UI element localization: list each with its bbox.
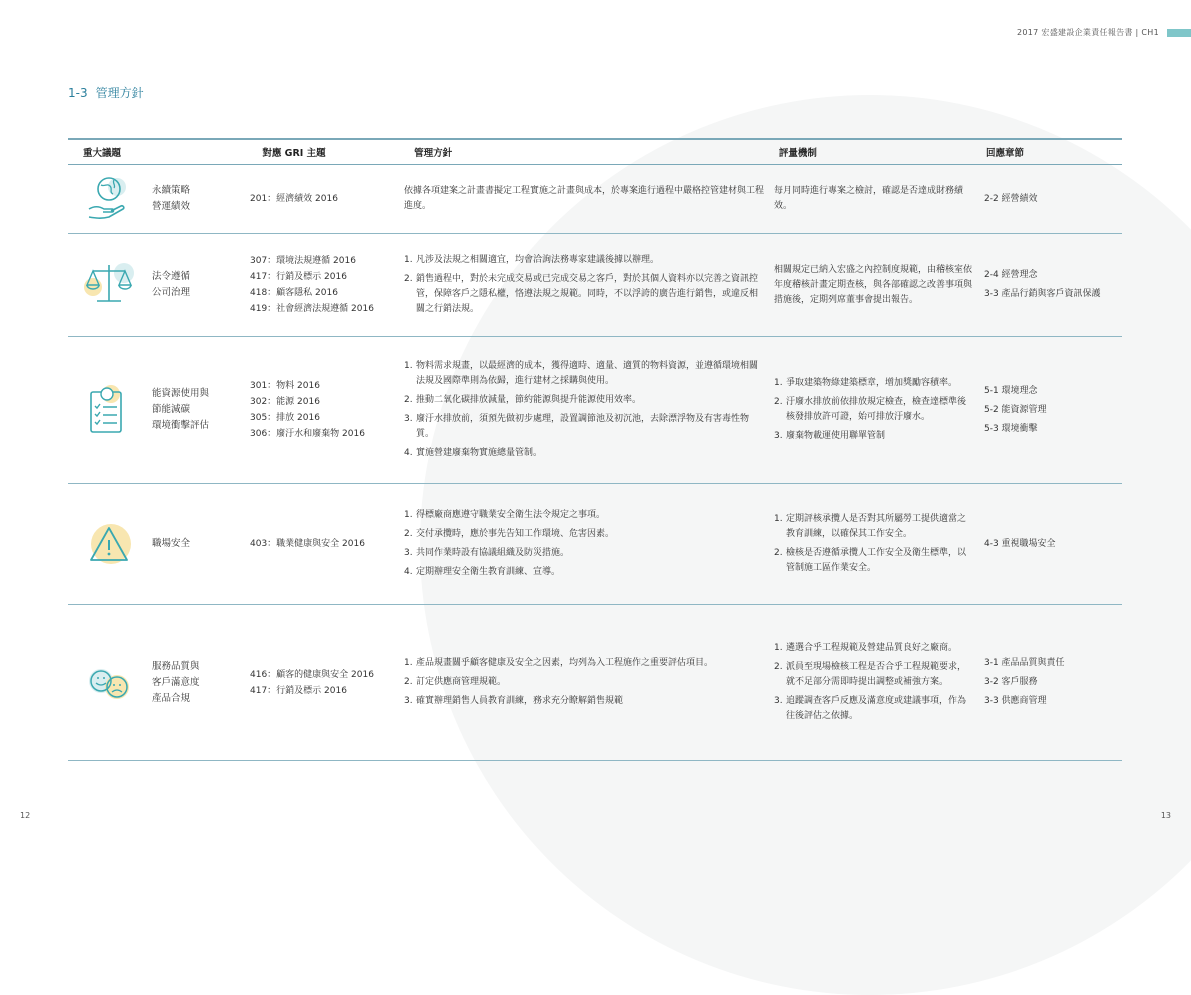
section-title: [68, 84, 152, 101]
chapter-cell: [984, 264, 1122, 306]
chapter-ref: 4-3 重視職場安全: [984, 538, 1056, 549]
chapter-cell: [984, 188, 1122, 211]
faces-icon: [78, 652, 140, 714]
issue-line: 能資源使用與: [152, 388, 210, 399]
issue-cell: [68, 513, 250, 575]
header-chapter: 回應章節: [986, 148, 1025, 159]
policy-item: 4. 實施營建廢棄物實施總量管制。: [404, 448, 543, 458]
policy-item: 2. 訂定供應商管理規範。: [404, 677, 507, 687]
table-row: [68, 605, 1122, 761]
evaluation-item-text: 廢棄物載運使用聯單管制: [786, 431, 886, 441]
policy-cell: [404, 652, 774, 713]
issue-cell: [68, 254, 250, 316]
policy-item-text: 廢汙水排放前，須預先做初步處理，設置調節池及初沉池，去除漂浮物及有害毒性物質。: [416, 414, 750, 439]
issue-cell: [68, 168, 250, 230]
header-gri: 對應 GRI 主題: [262, 148, 326, 159]
policy-item: 2. 推動二氧化碳排放減量，節約能源與提升能源使用效率。: [404, 395, 642, 405]
policy-item: 3. 確實辦理銷售人員教育訓練，務求充分瞭解銷售規範: [404, 696, 624, 706]
table-row: [68, 484, 1122, 605]
gri-topic: 301：物料 2016: [250, 381, 320, 391]
evaluation-item: 1. 爭取建築物綠建築標章，增加獎勵容積率。: [774, 378, 958, 388]
chapter-ref: 3-1 產品品質與責任: [984, 658, 1065, 668]
policy-item-text: 確實辦理銷售人員教育訓練，務求充分瞭解銷售規範: [416, 696, 624, 706]
policy-cell: [404, 355, 774, 465]
policy-item: 3. 共同作業時設有協議組織及防災措施。: [404, 548, 570, 558]
policy-cell: [404, 504, 774, 584]
policy-item-text: 交付承攬時，應於事先告知工作環境、危害因素。: [416, 529, 615, 539]
warning-icon: [78, 513, 140, 575]
policy-item-text: 銷售過程中，對於未完成交易或已完成交易之客戶，對於其個人資料亦以完善之資訊控管，保障客戶之隱私權，恪遵法規之規範。同時，不以浮誇的廣告進行銷售，或違反相關之行銷法規。: [416, 274, 759, 314]
issue-cell: [68, 379, 250, 441]
policy-item: 4. 定期辦理安全衛生教育訓練、宣導。: [404, 567, 561, 577]
policy-text: 依據各項建案之計畫書擬定工程實施之計畫與成本，於專案進行過程中嚴格控管建材與工程進度。: [404, 186, 765, 211]
issue-line: 公司治理: [152, 287, 191, 298]
management-approach-table: [68, 138, 1122, 761]
header-evaluation: 評量機制: [778, 148, 817, 159]
issue-name: [152, 536, 190, 552]
policy-cell: [404, 249, 774, 321]
evaluation-cell: [774, 637, 984, 728]
policy-item: 1. 得標廠商應遵守職業安全衛生法令規定之事項。: [404, 510, 606, 520]
gri-topic: 417：行銷及標示 2016: [250, 685, 347, 696]
evaluation-item: 2. 汙廢水排放前依排放規定檢查，檢查達標準後核發排放許可證，始可排放汙廢水。: [774, 397, 967, 422]
page-number-right: 13: [1160, 811, 1171, 820]
issue-name: [152, 269, 190, 301]
report-title: 2017 宏盛建設企業責任報告書 | CH1: [1017, 28, 1159, 37]
evaluation-item-text: 汙廢水排放前依排放規定檢查，檢查達標準後核發排放許可證，始可排放汙廢水。: [786, 397, 967, 422]
issue-name: [152, 183, 190, 215]
table-row: [68, 165, 1122, 234]
chapter-cell: [984, 533, 1122, 556]
page-number-left: 12: [20, 811, 31, 820]
policy-item-text: 得標廠商應遵守職業安全衛生法令規定之事項。: [416, 510, 606, 520]
policy-item: 1. 產品規畫關乎顧客健康及安全之因素，均列為入工程施作之重要評估項目。: [404, 658, 714, 668]
chapter-ref: 5-1 環境理念: [984, 385, 1038, 396]
chapter-cell: [984, 380, 1122, 441]
policy-item: 2. 銷售過程中，對於未完成交易或已完成交易之客戶，對於其個人資料亦以完善之資訊控管，保障客戶之隱私權，恪遵法規之規範。同時，不以浮誇的廣告進行銷售，或違反相關之行銷法規。: [404, 274, 759, 314]
policy-item-text: 定期辦理安全衛生教育訓練、宣導。: [416, 567, 561, 577]
table-header: [68, 140, 1122, 165]
evaluation-item: 2. 派員至現場檢核工程是否合乎工程規範要求，就不足部分需即時提出調整或補強方案。: [774, 662, 967, 687]
gri-cell: [250, 253, 404, 317]
gri-topic: 201：經濟績效 2016: [250, 194, 338, 204]
issue-line: 產品合規: [152, 692, 191, 704]
table-row: [68, 234, 1122, 337]
globe-hand-icon: [78, 168, 140, 230]
section-heading: 管理方針: [95, 86, 144, 100]
chapter-ref: 3-3 產品行銷與客戶資訊保護: [984, 289, 1101, 299]
policy-cell: [404, 184, 774, 214]
evaluation-item-text: 追蹤調查客戶反應及滿意度或建議事項，作為往後評估之依據。: [786, 696, 967, 721]
gri-topic: 403：職業健康與安全 2016: [250, 539, 365, 549]
policy-item-text: 實施營建廢棄物實施總量管制。: [416, 448, 543, 458]
header-accent-bar: [1167, 29, 1191, 37]
chapter-ref: 2-4 經營理念: [984, 270, 1038, 280]
policy-item: 1. 物料需求規畫，以最經濟的成本，獲得適時、適量、適質的物料資源，並遵循環境相關法規及國際準則為依歸，進行建材之採購與使用。: [404, 361, 759, 386]
chapter-ref: 3-3 供應商管理: [984, 696, 1047, 706]
issue-line: 法令遵循: [152, 271, 191, 282]
policy-item: 3. 廢汙水排放前，須預先做初步處理，設置調節池及初沉池，去除漂浮物及有害毒性物質。: [404, 414, 750, 439]
policy-item: 1. 凡涉及法規之相關適宜，均會洽詢法務專家建議後據以辦理。: [404, 255, 660, 265]
issue-name: [152, 659, 200, 707]
issue-line: 永續策略: [152, 185, 191, 196]
policy-item-text: 推動二氧化碳排放減量，節約能源與提升能源使用效率。: [416, 395, 642, 405]
evaluation-item: 2. 檢核是否遵循承攬人工作安全及衛生標準，以管制施工區作業安全。: [774, 548, 967, 573]
evaluation-text: 相關規定已納入宏盛之內控制度規範，由稽核室依年度稽核計畫定期查核，與各部確認之改善事項與措施後，定期列席董事會提出報告。: [774, 264, 973, 305]
header-issue: 重大議題: [83, 148, 122, 159]
policy-item-text: 凡涉及法規之相關適宜，均會洽詢法務專家建議後據以辦理。: [416, 255, 660, 265]
evaluation-text: 每月同時進行專案之檢討，確認是否達成財務績效。: [774, 186, 964, 211]
policy-item-text: 訂定供應商管理規範。: [416, 677, 507, 687]
scales-icon: [78, 254, 140, 316]
issue-line: 營運績效: [152, 201, 191, 212]
chapter-ref: 5-3 環境衝擊: [984, 423, 1038, 434]
chapter-cell: [984, 652, 1122, 713]
gri-cell: [250, 191, 404, 207]
gri-cell: [250, 378, 404, 442]
evaluation-item-text: 檢核是否遵循承攬人工作安全及衛生標準，以管制施工區作業安全。: [786, 548, 967, 573]
issue-cell: [68, 652, 250, 714]
evaluation-cell: [774, 263, 984, 308]
chapter-ref: 3-2 客戶服務: [984, 677, 1038, 687]
table-row: [68, 337, 1122, 484]
gri-topic: 419：社會經濟法規遵循 2016: [250, 304, 374, 314]
issue-name: [152, 386, 209, 434]
issue-line: 環境衝擊評估: [152, 420, 210, 431]
running-header: [1017, 27, 1191, 38]
policy-item: 2. 交付承攬時，應於事先告知工作環境、危害因素。: [404, 529, 615, 539]
evaluation-item: 1. 遴選合乎工程規範及營建品質良好之廠商。: [774, 643, 958, 653]
evaluation-cell: [774, 372, 984, 448]
policy-item-text: 物料需求規畫，以最經濟的成本，獲得適時、適量、適質的物料資源，並遵循環境相關法規及國際準則為依歸，進行建材之採購與使用。: [416, 361, 759, 386]
issue-line: 節能減碳: [152, 404, 191, 415]
gri-topic: 306：廢汙水和廢棄物 2016: [250, 429, 365, 439]
gri-cell: [250, 536, 404, 552]
evaluation-cell: [774, 508, 984, 580]
section-number: 1-3: [68, 86, 88, 100]
gri-topic: 305：排放 2016: [250, 413, 320, 423]
issue-line: 服務品質與: [152, 660, 200, 672]
evaluation-item-text: 派員至現場檢核工程是否合乎工程規範要求，就不足部分需即時提出調整或補強方案。: [786, 662, 967, 687]
gri-topic: 416：顧客的健康與安全 2016: [250, 669, 374, 680]
gri-topic: 302：能源 2016: [250, 397, 320, 407]
header-policy: 管理方針: [414, 148, 453, 159]
evaluation-item-text: 遴選合乎工程規範及營建品質良好之廠商。: [786, 643, 958, 653]
issue-line: 職場安全: [152, 538, 191, 549]
evaluation-cell: [774, 184, 984, 214]
evaluation-item: 3. 廢棄物載運使用聯單管制: [774, 431, 886, 441]
evaluation-item: 3. 追蹤調查客戶反應及滿意度或建議事項，作為往後評估之依據。: [774, 696, 967, 721]
gri-topic: 307：環境法規遵循 2016: [250, 256, 356, 266]
table-body: [68, 165, 1122, 761]
policy-item-text: 產品規畫關乎顧客健康及安全之因素，均列為入工程施作之重要評估項目。: [416, 658, 714, 668]
issue-line: 客戶滿意度: [152, 676, 200, 688]
chapter-ref: 5-2 能資源管理: [984, 404, 1047, 415]
gri-cell: [250, 667, 404, 699]
evaluation-item-text: 爭取建築物綠建築標章，增加獎勵容積率。: [786, 378, 958, 388]
gri-topic: 417：行銷及標示 2016: [250, 272, 347, 282]
chapter-ref: 2-2 經營績效: [984, 193, 1038, 204]
checklist-icon: [78, 379, 140, 441]
policy-item-text: 共同作業時設有協議組織及防災措施。: [416, 548, 570, 558]
gri-topic: 418：顧客隱私 2016: [250, 288, 338, 298]
evaluation-item-text: 定期評核承攬人是否對其所屬勞工提供適當之教育訓練，以確保其工作安全。: [786, 514, 967, 539]
evaluation-item: 1. 定期評核承攬人是否對其所屬勞工提供適當之教育訓練，以確保其工作安全。: [774, 514, 967, 539]
